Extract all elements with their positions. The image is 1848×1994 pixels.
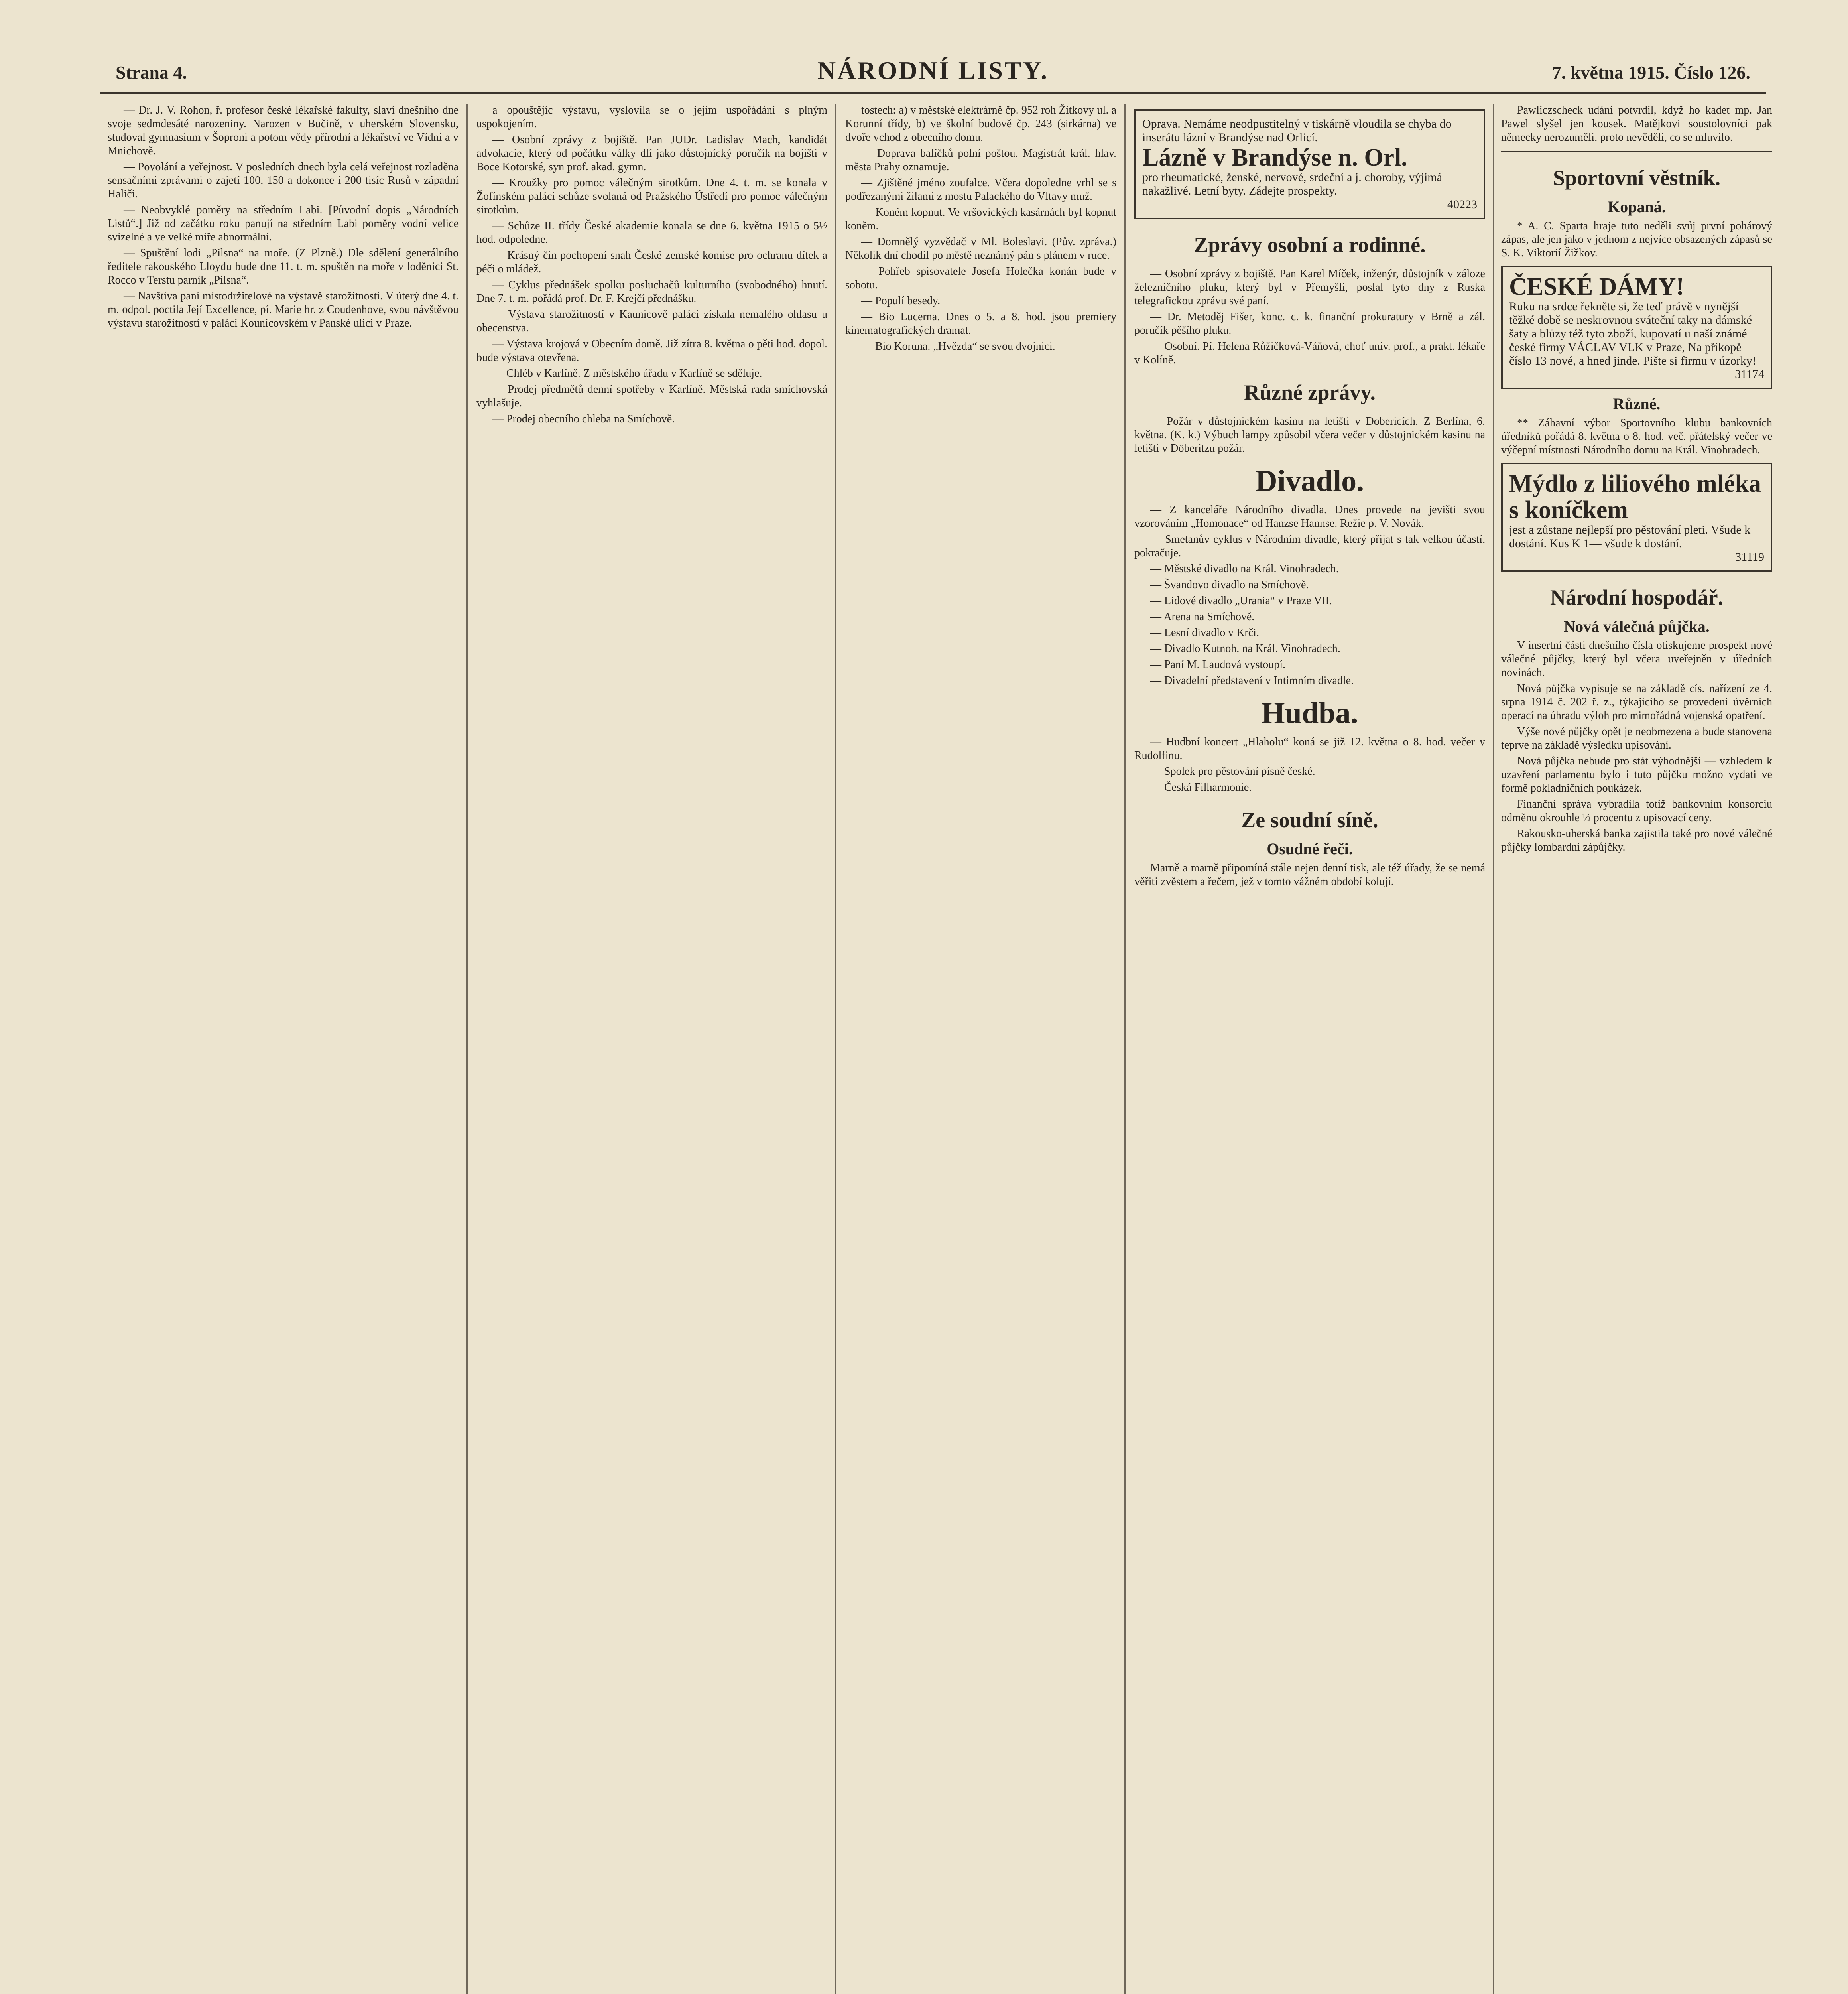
column-5	[1501, 104, 1772, 1994]
article-paragraph: — Domnělý vyzvědač v Ml. Boleslavi. (Pův. zpráva.) Několik dní chodil po městě neznámý pán s plánem v ruce.	[845, 236, 1116, 262]
article-paragraph: — Osobní zprávy z bojiště. Pan Karel Míček, inženýr, důstojník v záloze železničního pluku, který byl v Přemyšli, poslal tyto dny z Ruska telegrafickou zprávu své paní.	[1134, 268, 1485, 307]
ad-headline: Mýdlo z liliového mléka s koníčkem	[1509, 470, 1761, 524]
article-paragraph: — Požár v důstojnickém kasinu na letišti v Doberiсích. Z Berlína, 6. května. (K. k.) Výbuch lampy způsobil včera večer v důstojnickém kasinu na letišti v Döberitzu požár.	[1134, 415, 1485, 455]
column-rule	[1124, 104, 1126, 1994]
column-rule	[835, 104, 836, 1994]
article-paragraph: — Bio Koruna. „Hvězda“ se svou dvojnici.	[861, 340, 1055, 353]
article-paragraph: — Zjištěné jméno zoufalce. Včera dopoledne vrhl se s podřezanými žilami z mostu Palackého do Vltavy muž.	[845, 177, 1116, 203]
article-paragraph: — Z kanceláře Národního divadla. Dnes provede na jevišti svou vzorováním „Homonace“ od Hanzse Hannse. Režie p. V. Novák.	[1134, 504, 1485, 530]
article-paragraph: — Koném kopnut. Ve vršovických kasárnách byl kopnut koněm.	[845, 206, 1116, 232]
article-paragraph: — Smetanův cyklus v Národním divadle, který přijat s tak velkou účastí, pokračuje.	[1134, 533, 1485, 559]
masthead-title: NÁRODNÍ LISTY.	[817, 56, 1049, 85]
section-divider	[1501, 151, 1772, 152]
article-paragraph: — Výstava starožitností v Kaunicově paláci získala nemalého ohlasu u obecenstva.	[476, 308, 827, 334]
article-paragraph: — Lidové divadlo „Urania“ v Praze VII.	[1150, 595, 1332, 607]
section-title-osobni: Zprávy osobní a rodinné.	[1194, 233, 1426, 257]
column-2	[476, 104, 827, 1994]
section-title-ruzne: Různé zprávy.	[1244, 380, 1376, 404]
issue-date: 7. května 1915. Číslo 126.	[1552, 62, 1750, 83]
article-paragraph: Výše nové půjčky opět je neobmezena a bude stanovena teprve na základě výsledku upisování.	[1501, 725, 1772, 751]
article-paragraph: — Osobní. Pí. Helena Růžičková-Váňová, choť univ. prof., a prakt. lékaře v Kolíně.	[1134, 340, 1485, 366]
article-paragraph: — Divadlo Kutnoh. na Král. Vinohradech.	[1150, 642, 1340, 655]
section-subtitle-soud: Osudné řeči.	[1267, 840, 1353, 858]
article-paragraph: Rakousko-uherská banka zajistila také pro nové válečné půjčky lombardní zápůjčky.	[1501, 828, 1772, 853]
article-paragraph: — Lesní divadlo v Krči.	[1150, 627, 1259, 639]
section-title-hudba: Hudba.	[1261, 696, 1358, 730]
column-3	[845, 104, 1116, 1994]
article-paragraph: — Navštíva paní místodržitelové na výstavě starožitností. V úterý dne 4. t. m. odpol. poctila Její Excellence, pí. Marie hr. z Coudenhove, svou návštěvou výstavu starožitností v paláci Kounicovském v Panské ulici v Praze.	[108, 290, 459, 329]
article-paragraph: — Výstava krojová v Obecním domě. Již zítra 8. května o pěti hod. dopol. bude výstava otevřena.	[476, 338, 827, 364]
ad-body: jest a zůstane nejlepší pro pěstování pleti. Všude k dostání. Kus K 1— všude k dostání.	[1509, 523, 1751, 550]
article-paragraph: — Bio Lucerna. Dnes o 5. a 8. hod. jsou premiery kinematografických dramat.	[845, 311, 1116, 337]
article-paragraph: — Populí besedy.	[861, 295, 941, 307]
article-paragraph: — Neobvyklé poměry na středním Labi. [Původní dopis „Národních Listů“.] Již od začátku roku panují na středním Labi poměry vodní velice svízelné a ve velké míře abnormální.	[108, 204, 459, 243]
article-paragraph: — Dr. J. V. Rohon, ř. profesor české lékařské fakulty, slaví dnešního dne svoje sedmdesáté narozeniny. Narozen v Bučině, v uherském Slovensku, studoval gymnasium v Šopronі a potom vědy přírodní a lékařství ve Vídni a v Mnichově.	[108, 104, 459, 157]
section-title-hospodar: Národní hospodář.	[1550, 585, 1724, 609]
article-paragraph: — Městské divadlo na Král. Vinohradech.	[1150, 563, 1339, 575]
ad-number: 31174	[1735, 368, 1764, 381]
article-paragraph: — Povolání a veřejnost. V posledních dnech byla celá veřejnost rozladěna sensačními zprávami o zajetí 100, 150 a dokonce i 200 tisíc Rusů v západní Haliči.	[108, 161, 459, 200]
article-paragraph: — Schůze II. třídy České akademie konala se dne 6. května 1915 o 5½ hod. odpoledne.	[476, 220, 827, 246]
section-subtitle-kopana: Kopaná.	[1608, 198, 1666, 216]
article-paragraph: tostech: a) v městské elektrárně čp. 952 roh Žitkovy ul. a Korunní třídy, b) ve školní budově čp. 243 (sirkárna) ve dvoře vchod z obecního domu.	[845, 104, 1116, 144]
ad-brand: Lázně v Brandýse n. Orl.	[1142, 144, 1407, 171]
article-paragraph: Nová půjčka vypisuje se na základě cís. nařízení ze 4. srpna 1914 č. 202 ř. z., týkajícího se provedení úvěrních operací na úhradu výloh pro mimořádná vojenská opatření.	[1501, 682, 1772, 722]
article-paragraph: — Divadelní představení v Intimním divadle.	[1150, 674, 1354, 687]
article-paragraph: — Cyklus přednášek spolku posluchačů kulturního (svobodného) hnutí. Dne 7. t. m. pořádá prof. Dr. F. Krejčí přednášku.	[476, 279, 827, 305]
article-paragraph: — Dr. Metoděj Fišer, konc. c. k. finanční prokuratury v Brně a zál. poručík pěšího pluku.	[1134, 311, 1485, 337]
ad-body: Ruku na srdce řekněte si, že teď právě v nynější těžké době se neskrovnou sváteční taky na dámské šaty a blůzy též tyto zboží, kupovatí u naší známé české firmy VÁCLAV VLK v Praze, Na příkopě číslo 13 nové, a hned jinde. Pište si firmu v úzorky!	[1509, 300, 1756, 367]
article-paragraph: — Spuštění lodi „Pilsna“ na moře. (Z Plzně.) Dle sdělení generálního ředitele rakouského Lloydu bude dne 11. t. m. spuštěn na moře v loděnici St. Rocco v Terstu parník „Pilsna“.	[108, 247, 459, 286]
page-number: Strana 4.	[116, 62, 187, 83]
article-paragraph: a opouštějíc výstavu, vyslovila se o jejím uspořádání s plným uspokojením.	[476, 104, 827, 130]
section-subtitle-ruzne: Různé.	[1613, 395, 1661, 413]
article-paragraph: — Doprava balíčků polní poštou. Magistrát král. hlav. města Prahy oznamuje.	[845, 147, 1116, 173]
section-title-divadlo: Divadlo.	[1255, 464, 1364, 498]
column-1	[108, 104, 459, 1994]
article-paragraph: V insertní části dnešního čísla otiskujeme prospekt nové válečné půjčky, který byl včera uveřejněn v úředních novinách.	[1501, 639, 1772, 679]
spa-advertisement	[1134, 109, 1485, 219]
article-paragraph: — Krásný čin pochopení snah České zemské komise pro ochranu dítek a péči o mládež.	[476, 249, 827, 275]
section-subtitle-pujcka: Nová válečná půjčka.	[1564, 617, 1710, 635]
ad-small-text: Oprava. Nemáme neodpustitelný v tiskárně vloudilа se chyba do inserátu lázní v Brandýse nad Orlicí.	[1142, 117, 1452, 144]
article-paragraph: — Chléb v Karlíně. Z městského úřadu v Karlíně se sděluje.	[492, 367, 762, 380]
article-paragraph: * A. C. Sparta hraje tuto neděli svůj první pohárový zápas, ale jen jako v jednom z nejvíce obsazených zápasů se S. K. Viktorií Žižkov.	[1501, 220, 1772, 259]
article-paragraph: — Švandovo divadlo na Smíchově.	[1150, 579, 1309, 591]
article-paragraph: — Kroužky pro pomoc válečným sirotkům. Dne 4. t. m. se konala v Žofínském paláci schůze svolaná od Pražského Ústředí pro pomoc válečným sirotkům.	[476, 177, 827, 216]
column-4	[1134, 104, 1485, 1994]
article-paragraph: Marně a marně připomíná stále nejen denní tisk, ale též úřady, že se nemá věřiti zvěstem a řečem, jež v tomto vážném období kolují.	[1134, 862, 1485, 888]
article-paragraph: Finanční správa vybradila totiž bankovním konsorciu odměnu okrouhle ½ procentu z upisovací ceny.	[1501, 798, 1772, 824]
article-paragraph: — Arena na Smíchově.	[1150, 611, 1255, 623]
ad-number: 40223	[1447, 198, 1477, 211]
article-paragraph: — Paní M. Laudová vystoupí.	[1150, 658, 1286, 671]
section-title-sport: Sportovní věstník.	[1553, 166, 1721, 190]
ad-tail: pro rheumatické, ženské, nervové, srdeční a j. choroby, výjimá nakažlivé. Letní byty. Zádejte prospekty.	[1142, 171, 1442, 197]
soap-advertisement	[1501, 463, 1772, 572]
article-paragraph: — Prodej předmětů denní spotřeby v Karlíně. Městská rada smíchovská vyhlašuje.	[476, 383, 827, 409]
article-paragraph: — Prodej obecního chleba na Smíchově.	[492, 413, 675, 425]
page-header	[100, 48, 1766, 94]
article-paragraph: — Hudbní koncert „Hlaholu“ koná se již 12. května o 8. hod. večer v Rudolfinu.	[1134, 736, 1485, 762]
column-rule	[466, 104, 468, 1994]
section-title-soud: Ze soudní síně.	[1241, 808, 1378, 832]
article-paragraph: — Pohřeb spisovatele Josefa Holečka konán bude v sobotu.	[845, 265, 1116, 291]
article-paragraph: — Spolek pro pěstování písně české.	[1150, 765, 1315, 778]
article-paragraph: Nová půjčka nebude pro stát výhodnější — vzhledem k uzavření parlamentu bylo i tuto půjčku možno vydati ve formě pokladničních poukázek.	[1501, 755, 1772, 794]
article-paragraph: — Česká Filharmonie.	[1150, 781, 1252, 794]
column-rule	[1493, 104, 1494, 1994]
fashion-advertisement	[1501, 266, 1772, 389]
article-paragraph: ** Záhavní výbor Sportovního klubu bankovních úředníků pořádá 8. května o 8. hod. več. přátelský večer ve výčepní místnosti Národního domu na Král. Vinohradech.	[1501, 417, 1772, 456]
ad-headline: ČESKÉ DÁMY!	[1509, 273, 1685, 300]
ad-number: 31119	[1735, 550, 1764, 564]
article-paragraph: Pawliczscheck udání potvrdil, když ho kadet mp. Jan Pawel slyšel jen kousek. Matějkovi soustolovníci pak německy nerozuměli, proto nevěděli, co se mluvilo.	[1501, 104, 1772, 144]
article-paragraph: — Osobní zprávy z bojiště. Pan JUDr. Ladislav Mach, kandidát advokacie, který od počátku války dlí jako důstojnícký poručík na bojišti v Boce Kotorské, syn prof. akad. gymn.	[476, 134, 827, 173]
